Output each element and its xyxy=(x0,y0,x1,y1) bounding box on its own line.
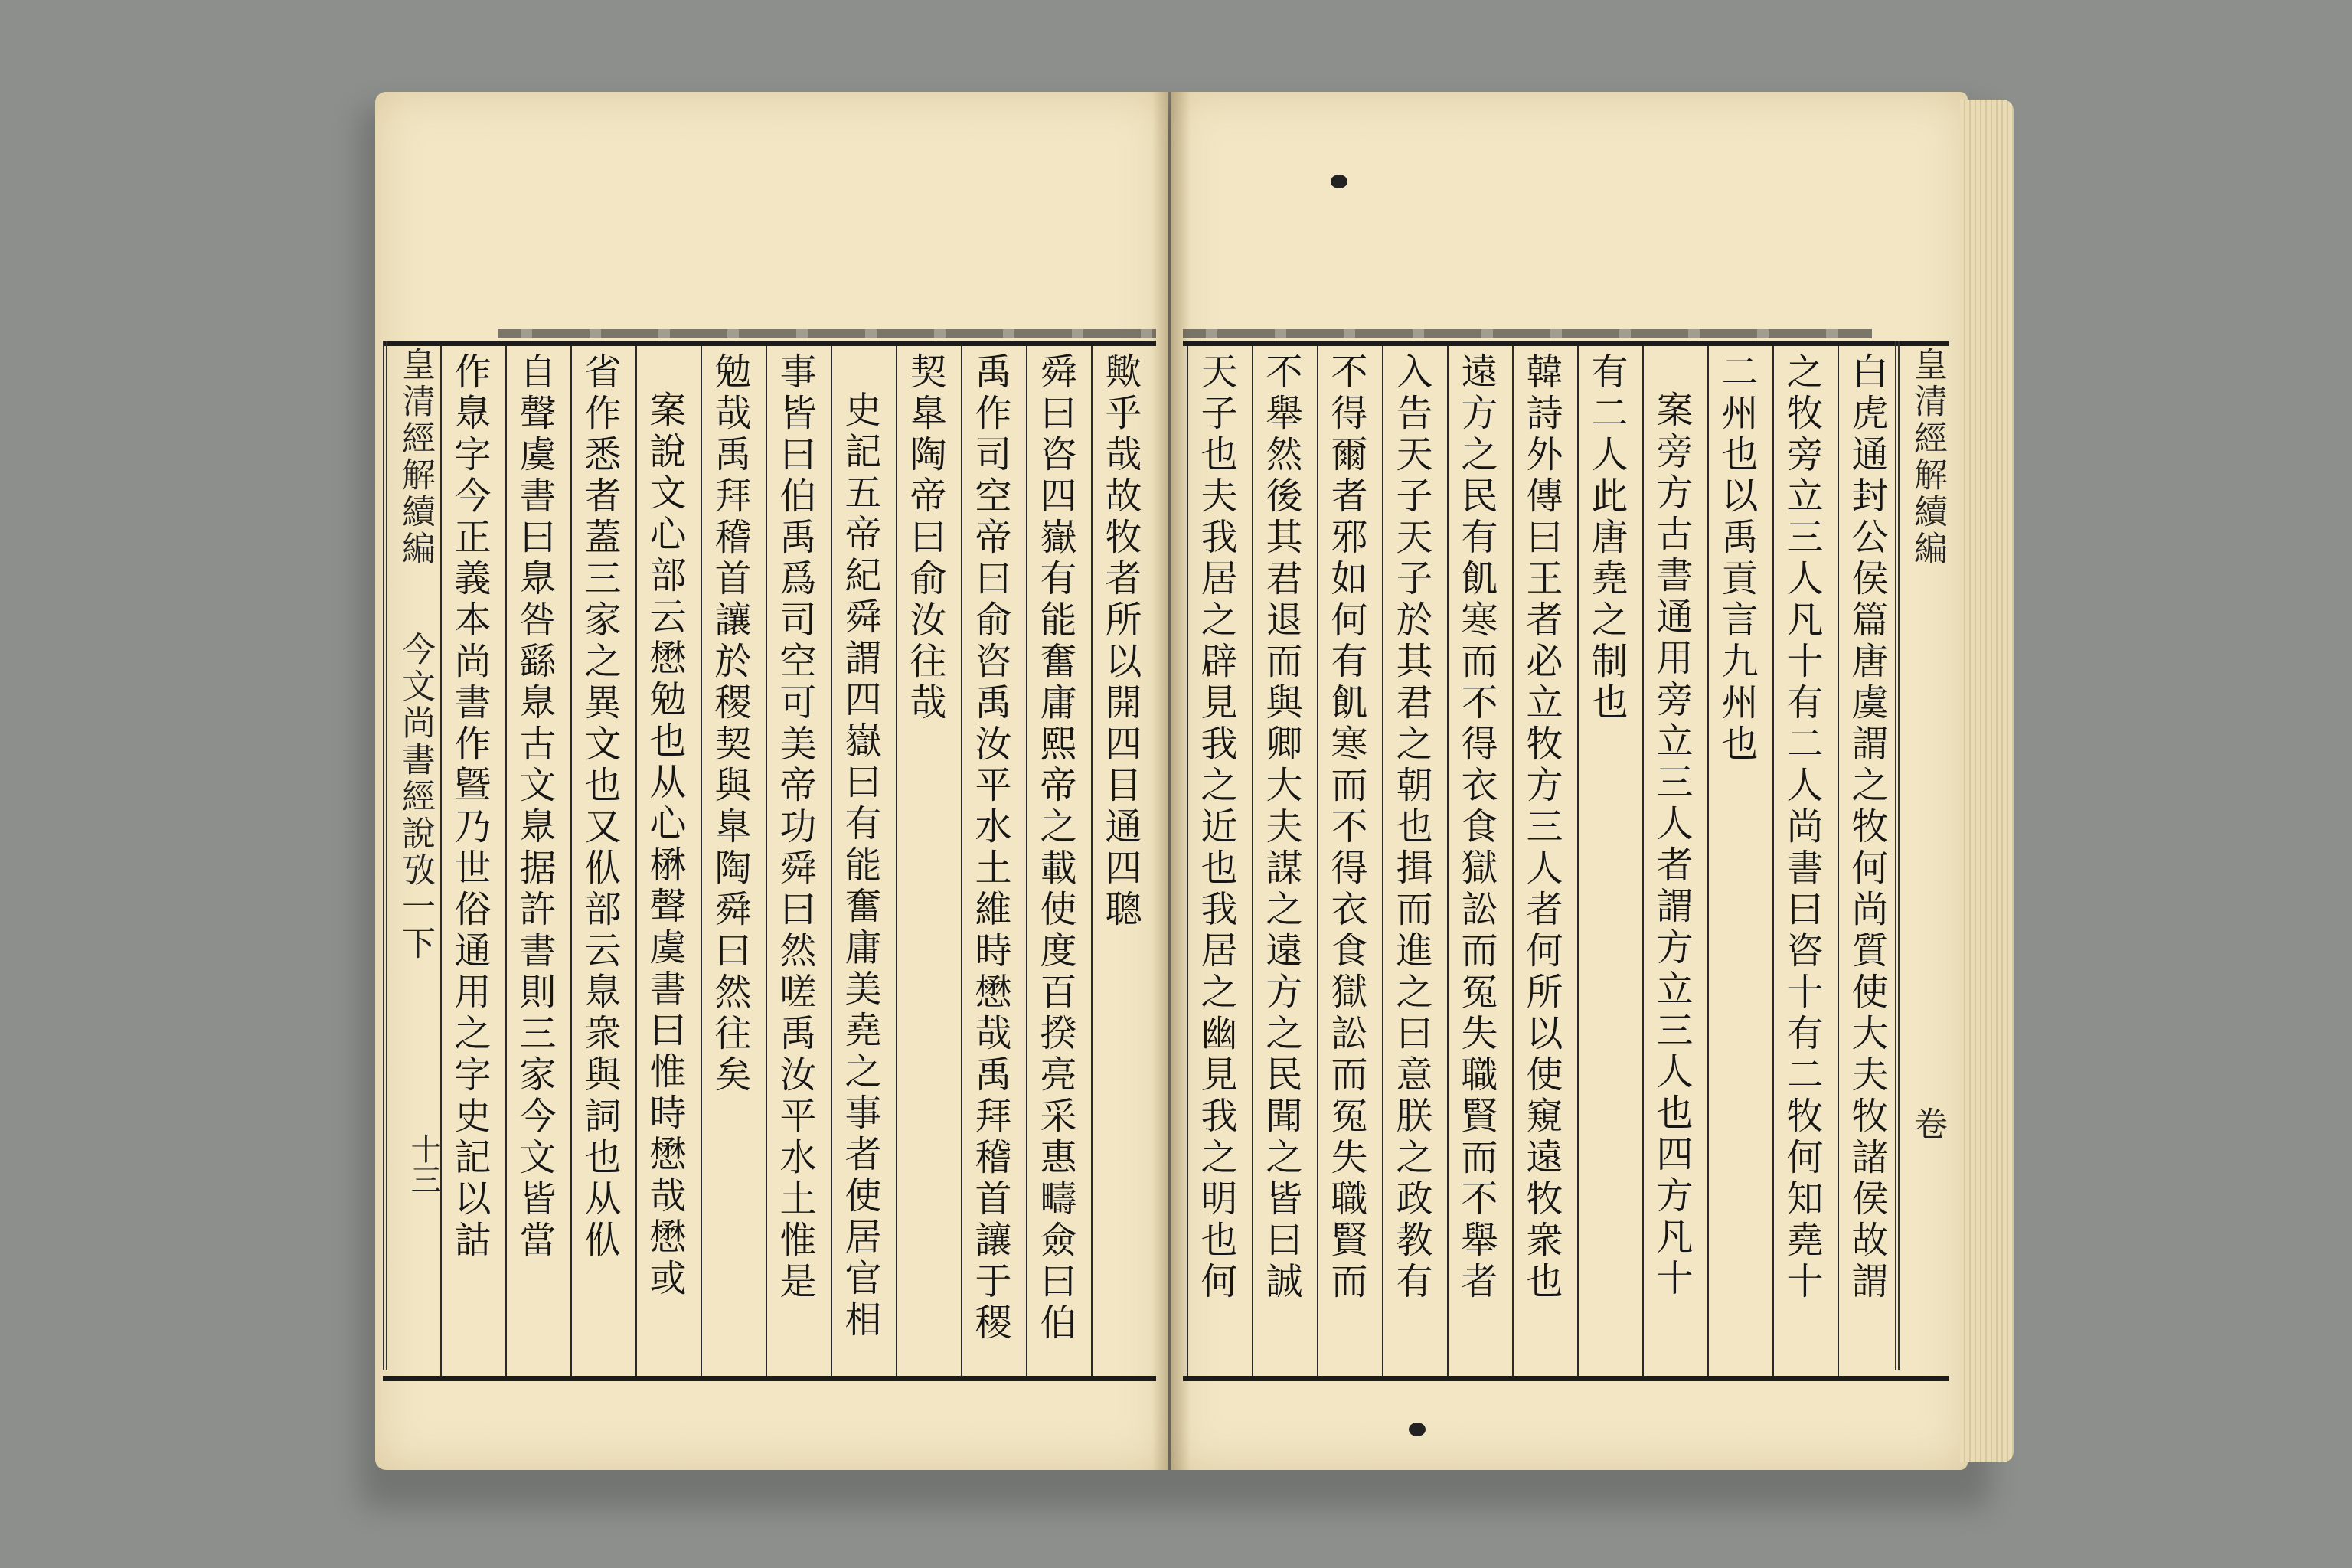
column-text: 之牧旁立三人凡十有二人尚書曰咨十有二牧何知堯十 xyxy=(1780,352,1823,1303)
text-column xyxy=(1838,346,1894,1376)
text-column xyxy=(1447,346,1504,1376)
text-column xyxy=(1026,346,1083,1376)
text-column xyxy=(570,346,627,1376)
column-text: 二州也以禹貢言九州也 xyxy=(1715,352,1758,766)
column-text: 省作悉者蓋三家之異文也又㐺部云臮衆與詞也从㐺 xyxy=(578,352,621,1262)
text-column xyxy=(1252,346,1308,1376)
text-column xyxy=(896,346,952,1376)
left-margin-column xyxy=(383,341,443,1370)
column-text: 作臮字今正義本尚書作曁乃世俗通用之字史記以詁 xyxy=(448,352,491,1262)
ink-spot xyxy=(1409,1423,1426,1436)
column-text: 歟乎哉故牧者所以開四目通四聰 xyxy=(1099,352,1142,931)
ink-bleed-top-left xyxy=(498,329,1156,338)
right-margin-column xyxy=(1895,341,1955,1370)
margin-subtitle: 今文尚書經說攷一下 xyxy=(396,632,435,962)
column-text: 案說文心部云懋勉也从心楙聲虞書曰惟時懋哉懋或 xyxy=(643,390,686,1300)
column-text: 白虎通封公侯篇唐虞謂之牧何尚質使大夫牧諸侯故謂 xyxy=(1845,352,1888,1303)
ink-spot xyxy=(1331,175,1348,188)
text-column xyxy=(1772,346,1829,1376)
ink-bleed-top-right xyxy=(1183,329,1872,338)
text-column xyxy=(635,346,692,1376)
column-text: 不舉然後其君退而與卿大夫謀之遠方之民聞之皆曰誠 xyxy=(1259,352,1302,1303)
margin-subtitle: 卷 xyxy=(1908,1106,1947,1143)
text-column xyxy=(701,346,757,1376)
text-column xyxy=(505,346,562,1376)
text-column xyxy=(1642,346,1699,1376)
folio-number: 十三 xyxy=(406,1133,441,1194)
text-column xyxy=(440,346,497,1376)
column-text: 入告天子天子於其君之朝也揖而進之曰意朕之政教有 xyxy=(1390,352,1432,1303)
text-column xyxy=(831,346,887,1376)
column-text: 事皆曰伯禹爲司空可美帝功舜曰然嗟禹汝平水土惟是 xyxy=(773,352,816,1303)
text-column xyxy=(961,346,1018,1376)
left-text-frame xyxy=(383,341,1156,1381)
column-text: 契臯陶帝曰俞汝往哉 xyxy=(903,352,946,724)
text-column xyxy=(1577,346,1634,1376)
column-text: 舜曰咨四嶽有能奮庸熙帝之載使度百揆亮采惠疇僉曰伯 xyxy=(1034,352,1076,1344)
text-column xyxy=(1707,346,1764,1376)
column-text: 天子也夫我居之辟見我之近也我居之幽見我之明也何 xyxy=(1194,352,1237,1303)
text-column xyxy=(1187,346,1243,1376)
text-column xyxy=(1317,346,1374,1376)
text-column xyxy=(1382,346,1439,1376)
column-text: 韓詩外傳曰王者必立牧方三人者何所以使窺遠牧衆也 xyxy=(1520,352,1563,1303)
page-stack-edge xyxy=(1960,100,2014,1462)
column-text: 史記五帝紀舜謂四嶽曰有能奮庸美堯之事者使居官相 xyxy=(838,390,881,1341)
margin-title: 皇清經解續編 xyxy=(396,347,435,567)
right-text-frame xyxy=(1183,341,1949,1381)
column-text: 遠方之民有飢寒而不得衣食獄訟而冤失職賢而不舉者 xyxy=(1455,352,1498,1303)
margin-title: 皇清經解續編 xyxy=(1908,347,1947,567)
text-column xyxy=(766,346,822,1376)
column-text: 自聲虞書曰臮咎繇臮古文臮据許書則三家今文皆當 xyxy=(513,352,556,1262)
text-column xyxy=(1091,346,1148,1376)
column-text: 不得爾者邪如何有飢寒而不得衣食獄訟而冤失職賢而 xyxy=(1325,352,1367,1303)
column-text: 勉哉禹拜稽首讓於稷契與臯陶舜曰然往矣 xyxy=(708,352,751,1096)
column-text: 案旁方古書通用旁立三人者謂方立三人也四方凡十 xyxy=(1650,390,1693,1300)
column-text: 有二人此唐堯之制也 xyxy=(1585,352,1628,724)
text-column xyxy=(1512,346,1569,1376)
column-text: 禹作司空帝曰俞咨禹汝平水土維時懋哉禹拜稽首讓于稷 xyxy=(969,352,1011,1344)
